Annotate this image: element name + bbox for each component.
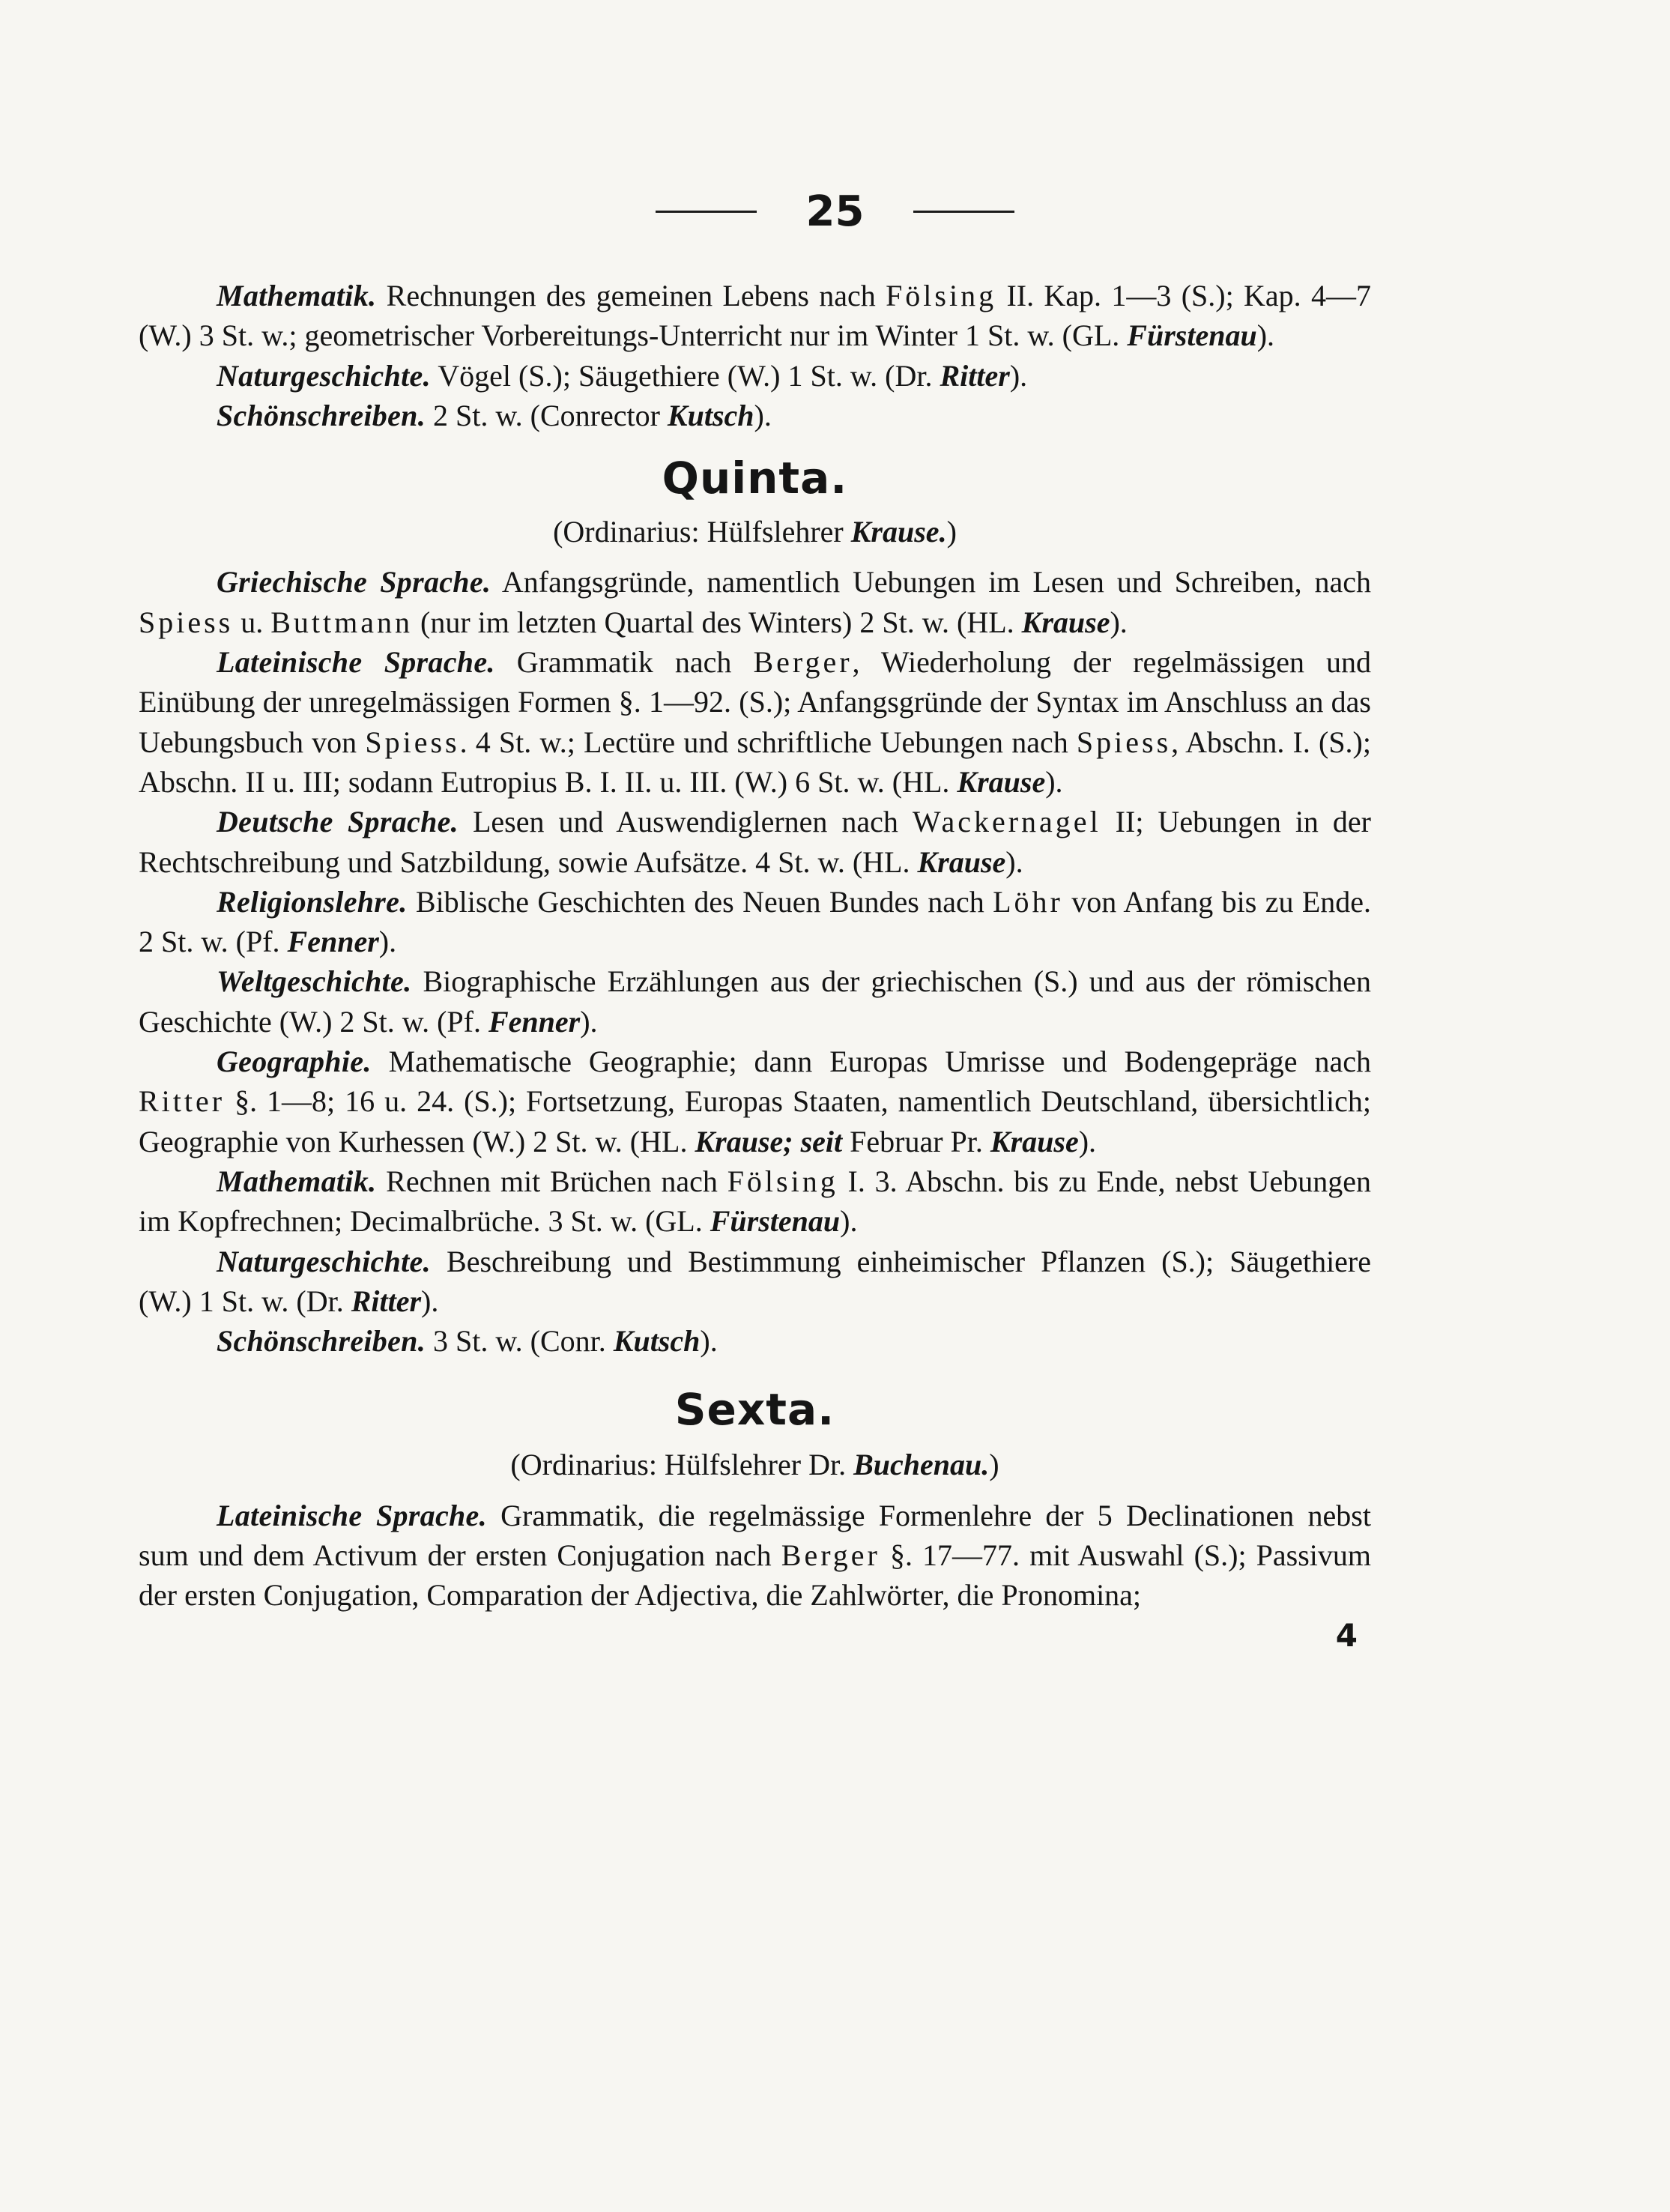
subject-label: Lateinische Sprache.: [217, 645, 495, 680]
subject-label: Weltgeschichte.: [217, 964, 412, 999]
ordinarius-quinta: (Ordinarius: Hülfslehrer Krause.): [553, 515, 957, 549]
teacher-name: Kutsch: [613, 1324, 701, 1359]
subject-label: Religionslehre.: [217, 884, 408, 919]
subject-label: Mathematik.: [217, 279, 377, 312]
teacher-name: Krause: [1021, 605, 1110, 639]
author-name: Spiess: [139, 605, 234, 639]
subject-label: Naturgeschichte.: [217, 1244, 431, 1278]
subject-label: Schönschreiben.: [217, 398, 426, 432]
sheet-signature: 4: [1335, 1616, 1358, 1654]
teacher-name: Krause: [917, 844, 1006, 879]
teacher-name: Krause: [957, 764, 1046, 799]
entry-naturgeschichte-quarta: Naturgeschichte. Vögel (S.); Säugethiere (W.) 1 St. w. (Dr. Ritter).: [217, 358, 1028, 393]
entry-schoenschreiben-quarta: Schönschreiben. 2 St. w. (Conrector Kutsch).: [217, 398, 772, 432]
ordinarius-sexta: (Ordinarius: Hülfslehrer Dr. Buchenau.): [510, 1448, 999, 1482]
entry-religionslehre: Religionslehre. Biblische Geschichten des Neuen Bundes nach Löhr von Anfang bis zu Ende. 2 St. w. (Pf. Fenner).: [139, 884, 1371, 959]
subject-label: Deutsche Sprache.: [217, 805, 459, 839]
author-name: Fölsing: [886, 279, 997, 312]
teacher-name: Krause;: [695, 1124, 793, 1158]
page-body: [139, 276, 1371, 1655]
entry-griechische-sprache: Griechische Sprache. Anfangsgründe, namentlich Uebungen im Lesen und Schreiben, nach Spiess u. Buttmann (nur im letzten Quartal des Winters) 2 St. w. (HL. Krause).: [139, 565, 1371, 639]
teacher-name: Ritter: [351, 1284, 422, 1318]
ordinarius-name: Buchenau.: [853, 1448, 990, 1482]
entry-naturgeschichte-quinta: Naturgeschichte. Beschreibung und Bestimmung einheimischer Pflanzen (S.); Säugethiere (W.) 1 St. w. (Dr. Ritter).: [139, 1244, 1372, 1318]
ordinarius-name: Krause.: [850, 515, 947, 549]
author-name: Fölsing: [727, 1164, 838, 1198]
entry-lateinische-sprache-sexta: Lateinische Sprache. Grammatik, die regelmässige Formenlehre der 5 Declinationen nebst sum und dem Activum der ersten Conjugation nach Berger §. 17—77. mit Auswahl (S.); Passivum der ersten Conjugation, Comparation der Adjectiva, die Zahlwörter, die Pronomina;: [139, 1498, 1372, 1613]
author-name: Spiess: [1076, 725, 1172, 759]
subject-label: Geographie.: [217, 1045, 372, 1079]
entry-mathematik-quinta: Mathematik. Rechnen mit Brüchen nach Fölsing I. 3. Abschn. bis zu Ende, nebst Uebungen im Kopfrechnen; Decimalbrüche. 3 St. w. (GL. Fürstenau).: [139, 1164, 1371, 1239]
subject-label: Lateinische Sprache.: [217, 1498, 487, 1532]
section-sexta: [139, 1383, 1371, 1615]
author-name: Spiess: [365, 725, 460, 759]
entry-weltgeschichte: Weltgeschichte. Biographische Erzählungen aus der griechischen (S.) und aus der römischen Geschichte (W.) 2 St. w. (Pf. Fenner).: [139, 964, 1372, 1039]
author-name: Berger: [753, 645, 853, 680]
teacher-name: Krause: [990, 1124, 1079, 1158]
page-header: [0, 187, 1670, 247]
teacher-name: Ritter: [940, 358, 1010, 393]
entry-deutsche-sprache: Deutsche Sprache. Lesen und Auswendiglernen nach Wackernagel II; Uebungen in der Rechtschreibung und Satzbildung, sowie Aufsätze. 4 St. w. (HL. Krause).: [139, 805, 1371, 879]
italic-word: seit: [800, 1124, 843, 1158]
entry-schoenschreiben-quinta: Schönschreiben. 3 St. w. (Conr. Kutsch).: [217, 1324, 718, 1359]
subject-label: Griechische Sprache.: [217, 565, 491, 599]
teacher-name: Fenner: [488, 1004, 581, 1039]
author-name: Buttmann: [270, 605, 414, 639]
section-title-quinta: Quinta.: [662, 453, 848, 504]
header-rule-right: [913, 211, 1014, 213]
teacher-name: Kutsch: [667, 398, 754, 432]
subject-label: Schönschreiben.: [217, 1324, 426, 1359]
entry-mathematik-quarta: Mathematik. Rechnungen des gemeinen Lebens nach Fölsing II. Kap. 1—3 (S.); Kap. 4—7 (W.) 3 St. w.; geometrischer Vorbereitungs-Unterricht nur im Winter 1 St. w. (GL. Fürstenau).: [139, 279, 1371, 353]
header-rule-left: [656, 211, 757, 213]
subject-label: Naturgeschichte.: [217, 358, 431, 393]
entry-lateinische-sprache-quinta: Lateinische Sprache. Grammatik nach Berger, Wiederholung der regelmässigen und Einübung der unregelmässigen Formen §. 1—92. (S.); Anfangsgründe der Syntax im Anschluss an das Uebungsbuch von Spiess. 4 St. w.; Lectüre und schriftliche Uebungen nach Spiess, Abschn. I. (S.); Abschn. II u. III; sodann Eutropius B. I. II. u. III. (W.) 6 St. w. (HL. Krause).: [139, 645, 1371, 799]
author-name: Löhr: [993, 884, 1063, 919]
page-number: 25: [805, 187, 865, 236]
author-name: Ritter: [139, 1084, 226, 1119]
subject-label: Mathematik.: [217, 1164, 377, 1198]
teacher-name: Fürstenau: [1127, 318, 1257, 353]
teacher-name: Fenner: [287, 925, 379, 959]
author-name: Wackernagel: [912, 805, 1101, 839]
entry-geographie: Geographie. Mathematische Geographie; dann Europas Umrisse und Bodengepräge nach Ritter §. 1—8; 16 u. 24. (S.); Fortsetzung, Europas Staaten, namentlich Deutschland, übersichtlich; Geographie von Kurhessen (W.) 2 St. w. (HL. Krause; seit Februar Pr. Krause).: [139, 1045, 1372, 1158]
section-title-sexta: Sexta.: [674, 1384, 835, 1436]
author-name: Berger: [781, 1538, 880, 1573]
section-quinta: [139, 452, 1371, 1361]
teacher-name: Fürstenau: [710, 1204, 841, 1239]
